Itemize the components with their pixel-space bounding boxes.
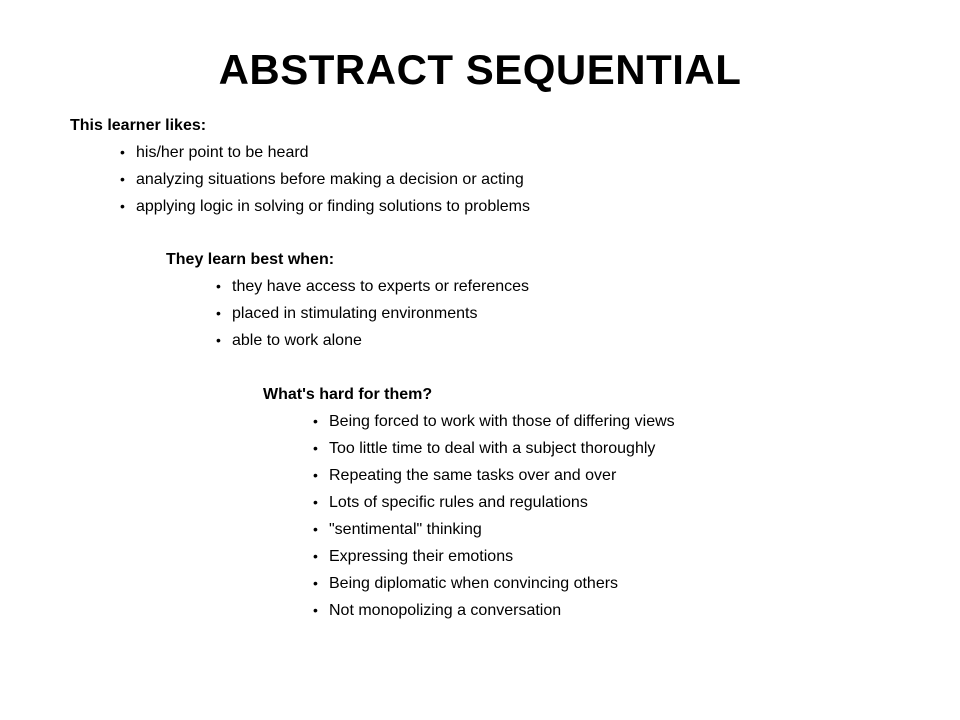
list-item — [216, 300, 529, 327]
bullet-icon: • — [313, 413, 318, 429]
list-item — [313, 489, 675, 516]
list-item — [120, 166, 530, 193]
section-heading: This learner likes: — [70, 117, 207, 134]
list-item — [216, 327, 529, 354]
slide-title: ABSTRACT SEQUENTIAL — [218, 46, 742, 93]
list-item-text: Not monopolizing a conversation — [329, 602, 562, 619]
list-item-text: Lots of specific rules and regulations — [329, 494, 588, 511]
section-heading: They learn best when: — [166, 251, 335, 268]
bullet-icon: • — [313, 440, 318, 456]
list-item-text: Too little time to deal with a subject thoroughly — [329, 440, 656, 457]
bullet-icon: • — [120, 171, 125, 187]
bullet-icon: • — [120, 198, 125, 214]
list-item-text: "sentimental" thinking — [329, 521, 482, 538]
list-item-text: they have access to experts or references — [232, 278, 530, 295]
bullet-icon: • — [313, 521, 318, 537]
list-item — [313, 435, 675, 462]
bullet-icon: • — [216, 278, 221, 294]
bullet-icon: • — [120, 144, 125, 160]
bullet-icon: • — [313, 602, 318, 618]
list-item-text: Expressing their emotions — [329, 548, 514, 565]
bullet-icon: • — [216, 332, 221, 348]
list-item — [313, 516, 675, 543]
bullet-icon: • — [313, 575, 318, 591]
list-item-text: applying logic in solving or finding solutions to problems — [136, 198, 530, 215]
list-item-text: Being diplomatic when convincing others — [329, 575, 619, 592]
list-item — [313, 570, 675, 597]
list-item — [216, 273, 529, 300]
list-item-text: placed in stimulating environments — [232, 305, 478, 322]
bullet-icon: • — [216, 305, 221, 321]
bullet-list — [313, 408, 675, 624]
section-whats-hard — [263, 381, 675, 624]
list-item-text: his/her point to be heard — [136, 144, 309, 161]
bullet-list — [120, 139, 530, 220]
bullet-icon: • — [313, 467, 318, 483]
section-learner-likes — [70, 112, 530, 220]
list-item-text: able to work alone — [232, 332, 362, 349]
list-item — [313, 597, 675, 624]
list-item-text: Repeating the same tasks over and over — [329, 467, 617, 484]
list-item — [313, 462, 675, 489]
list-item — [120, 139, 530, 166]
bullet-icon: • — [313, 494, 318, 510]
bullet-icon: • — [313, 548, 318, 564]
bullet-list — [216, 273, 529, 354]
list-item-text: Being forced to work with those of differing views — [329, 413, 675, 430]
list-item — [313, 408, 675, 435]
list-item — [120, 193, 530, 220]
list-item — [313, 543, 675, 570]
section-learn-best-when — [166, 246, 529, 354]
list-item-text: analyzing situations before making a decision or acting — [136, 171, 524, 188]
section-heading: What's hard for them? — [263, 386, 433, 403]
